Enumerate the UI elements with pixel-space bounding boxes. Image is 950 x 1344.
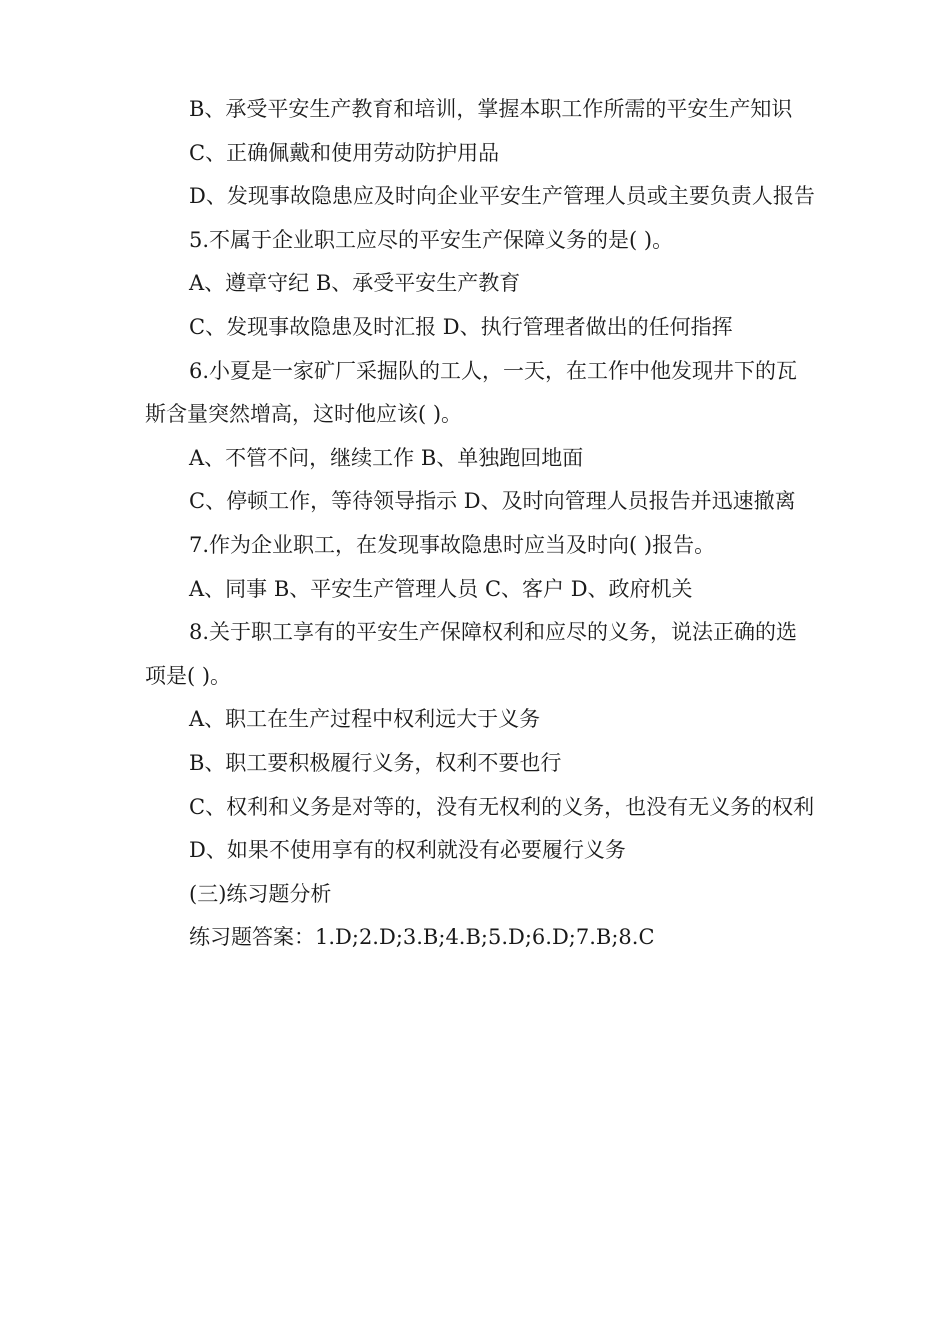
question-7: 7.作为企业职工，在发现事故隐患时应当及时向( )报告。: [189, 532, 716, 557]
option-4d: D、发现事故隐患应及时向企业平安生产管理人员或主要负责人报告: [189, 184, 815, 209]
options-5-ab: A、遵章守纪 B、承受平安生产教育: [189, 271, 521, 296]
answer-key: 练习题答案：1.D;2.D;3.B;4.B;5.D;6.D;7.B;8.C: [189, 925, 655, 950]
option-4b: B、承受平安生产教育和培训，掌握本职工作所需的平安生产知识: [189, 97, 793, 121]
option-8d: D、如果不使用享有的权利就没有必要履行义务: [189, 838, 626, 863]
options-7: A、同事 B、平安生产管理人员 C、客户 D、政府机关: [189, 576, 693, 601]
option-4c: C、正确佩戴和使用劳动防护用品: [189, 140, 500, 165]
question-8: 8.关于职工享有的平安生产保障权利和应尽的义务，说法正确的选项是( )。: [145, 620, 798, 688]
option-8c: C、权利和义务是对等的，没有无权利的义务，也没有无义务的权利: [189, 794, 815, 819]
options-6-ab: A、不管不问，继续工作 B、单独跑回地面: [189, 445, 584, 470]
options-6-cd: C、停顿工作，等待领导指示 D、及时向管理人员报告并迅速撤离: [189, 489, 796, 514]
option-8b: B、职工要积极履行义务，权利不要也行: [189, 750, 562, 775]
options-5-cd: C、发现事故隐患及时汇报 D、执行管理者做出的任何指挥: [189, 314, 733, 339]
question-6: 6.小夏是一家矿厂采掘队的工人，一天，在工作中他发现井下的瓦斯含量突然增高，这时他应该( )。: [145, 358, 798, 427]
section-heading: (三)练习题分析: [189, 881, 332, 906]
document-body: [145, 88, 815, 960]
option-8a: A、职工在生产过程中权利远大于义务: [189, 707, 541, 732]
question-5: 5.不属于企业职工应尽的平安生产保障义务的是( )。: [189, 227, 674, 252]
